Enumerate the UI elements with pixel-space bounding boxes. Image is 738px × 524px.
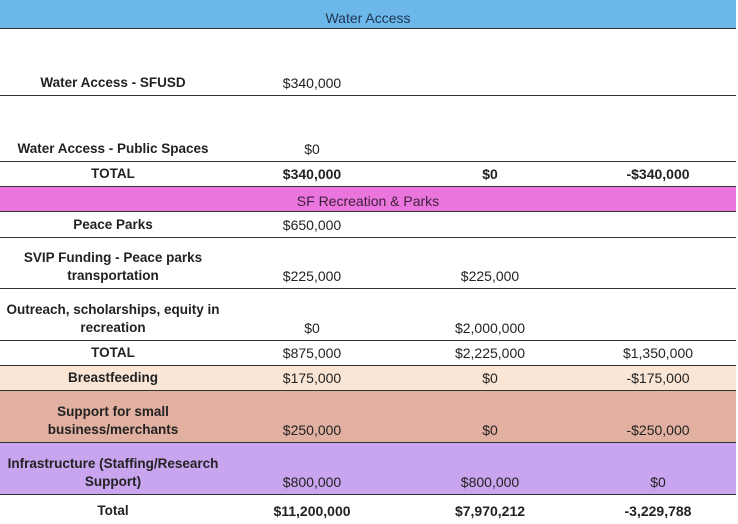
value-a: $340,000: [282, 166, 342, 182]
table-row: [0, 238, 736, 289]
grand-total-row: [0, 495, 736, 523]
value-b: $800,000: [460, 474, 520, 490]
table-row-breastfeeding: [0, 366, 736, 391]
table-row: [0, 212, 736, 238]
value-b: $0: [482, 422, 498, 438]
value-b: $2,225,000: [454, 345, 526, 361]
section-header-water-access: [0, 0, 736, 29]
section-title: SF Recreation & Parks: [296, 193, 440, 209]
row-label: TOTAL: [91, 345, 135, 360]
row-label: Breastfeeding: [67, 370, 159, 385]
value-b: $0: [482, 166, 498, 182]
value-b: $0: [482, 370, 498, 386]
table-row: [0, 289, 736, 341]
value-c: $1,350,000: [622, 345, 694, 361]
value-c: -3,229,788: [624, 503, 692, 519]
value-c: $0: [650, 474, 666, 490]
total-row-parks: [0, 341, 736, 366]
row-label: SVIP Funding - Peace parks transportation: [23, 250, 203, 283]
value-a: $250,000: [282, 422, 342, 438]
value-a: $340,000: [282, 75, 342, 91]
value-c: -$175,000: [626, 370, 690, 386]
value-b: $225,000: [460, 268, 520, 284]
row-label: Peace Parks: [73, 217, 153, 232]
value-c: -$340,000: [626, 166, 690, 182]
section-title: Water Access: [325, 10, 411, 26]
value-a: $875,000: [282, 345, 342, 361]
table-row-infrastructure: [0, 443, 736, 495]
row-label: Infrastructure (Staffing/Research Support): [7, 456, 219, 489]
total-row-water: [0, 162, 736, 187]
table-row: [0, 29, 736, 96]
value-c: -$250,000: [626, 422, 690, 438]
value-a: $0: [304, 320, 320, 336]
row-label: Outreach, scholarships, equity in recreation: [6, 302, 220, 335]
row-label: TOTAL: [91, 166, 135, 181]
table-row: [0, 96, 736, 162]
value-b: $2,000,000: [454, 320, 526, 336]
section-header-rec-parks: [0, 187, 736, 212]
row-label: Total: [97, 503, 129, 518]
table-row-small-business: [0, 391, 736, 443]
value-a: $11,200,000: [273, 503, 351, 519]
value-a: $650,000: [282, 217, 342, 233]
value-a: $800,000: [282, 474, 342, 490]
row-label: Water Access - SFUSD: [40, 75, 186, 90]
value-a: $0: [304, 141, 320, 157]
value-b: $7,970,212: [454, 503, 526, 519]
row-label: Water Access - Public Spaces: [17, 141, 209, 156]
value-a: $225,000: [282, 268, 342, 284]
row-label: Support for small business/merchants: [47, 404, 179, 437]
value-a: $175,000: [282, 370, 342, 386]
